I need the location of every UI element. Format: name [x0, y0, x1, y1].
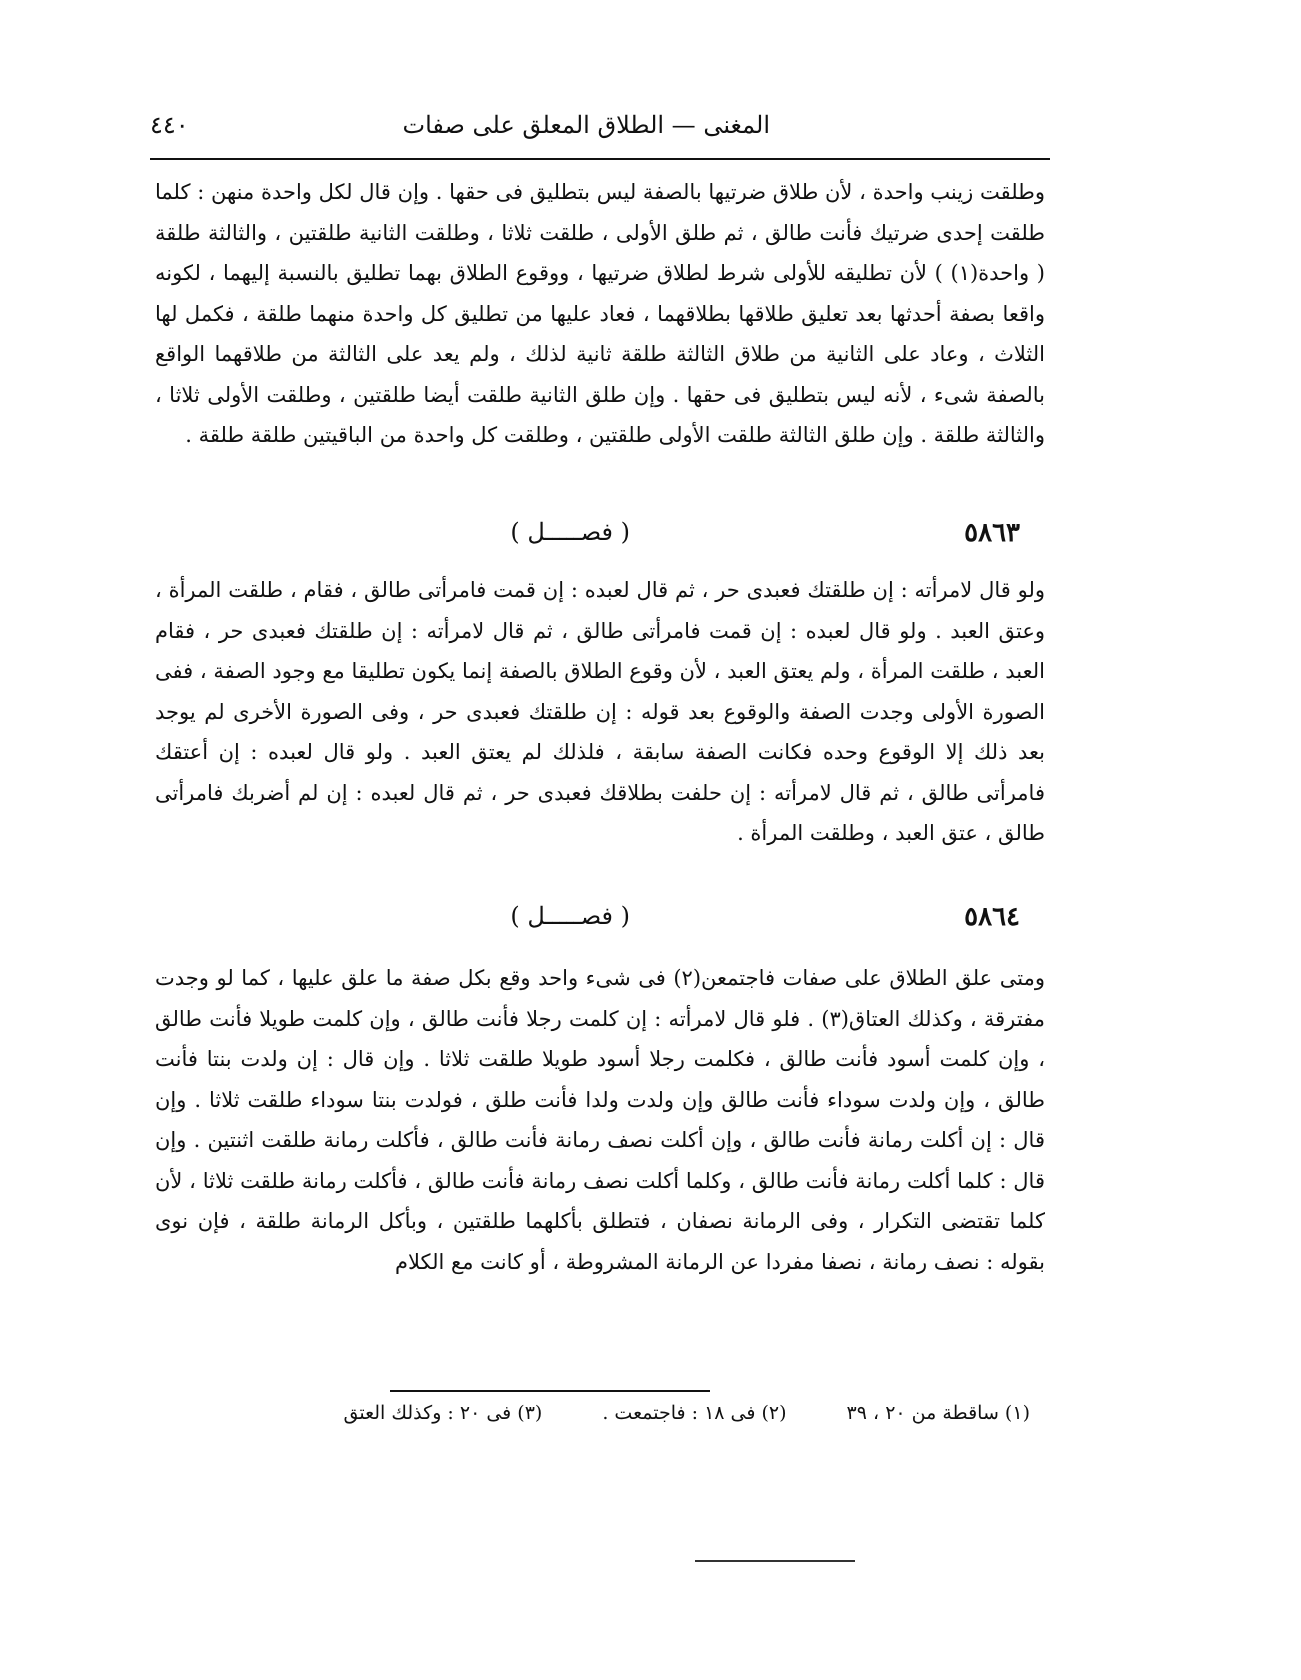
footnote-1: (١) ساقطة من ٢٠ ، ٣٩ [846, 1402, 1030, 1424]
footnote-divider [390, 1390, 710, 1392]
footnote-2: (٢) فى ١٨ : فاجتمعت . [602, 1402, 787, 1424]
bottom-divider [695, 1560, 855, 1562]
running-title: المغنى — الطلاق المعلق على صفات [402, 111, 770, 139]
section-label: ( فصـــــل ) [510, 902, 630, 930]
page-number: ٤٤٠ [150, 111, 189, 139]
paragraph-3: ومتى علق الطلاق على صفات فاجتمعن(٢) فى شىء واحد وقع بكل صفة ما علق عليها ، كما لو وجدت مفترقة ، وكذلك العتاق(٣) . فلو قال لامرأته : إن كلمت رجلا فأنت طالق ، وإن كلمت طويلا فأنت طالق ، وإن كلمت أسود فأنت طالق ، فكلمت رجلا أسود طويلا طلقت ثلاثا . وإن قال : إن ولدت بنتا فأنت طالق ، وإن ولدت سوداء فأنت طالق وإن ولدت ولدا فأنت طلق ، فولدت بنتا سوداء طلقت ثلاثا . وإن قال : إن أكلت رمانة فأنت طالق ، وإن أكلت نصف رمانة فأنت طالق ، فأكلت رمانة طلقت اثنتين . وإن قال : كلما أكلت رمانة فأنت طالق ، وكلما أكلت نصف رمانة فأنت طالق ، فأكلت رمانة طلقت ثلاثا ، لأن كلما تقتضى التكرار ، وفى الرمانة نصفان ، فتطلق بأكلهما طلقتين ، وبأكل الرمانة طلقة ، فإن نوى بقوله : نصف رمانة ، نصفا مفردا عن الرمانة المشروطة ، أو كانت مع الكلام [155, 966, 1046, 1274]
section-heading-5864 [150, 902, 1050, 946]
section-heading-5863 [150, 518, 1050, 562]
page-header [150, 100, 1050, 150]
footnote-3: (٣) فى ٢٠ : وكذلك العتق [343, 1402, 543, 1424]
section-number: ٥٨٦٣ [964, 518, 1020, 548]
paragraph-1: وطلقت زينب واحدة ، لأن طلاق ضرتيها بالصفة ليس بتطليق فى حقها . وإن قال لكل واحدة منهن : كلما طلقت إحدى ضرتيك فأنت طالق ، ثم طلق الأولى ، طلقت ثلاثا ، وطلقت الثانية طلقتين ، والثالثة طلقة ( واحدة(١) ) لأن تطليقه للأولى شرط لطلاق ضرتيها ، ووقوع الطلاق بهما تطليق بالنسبة إليهما ، لكونه واقعا بصفة أحدثها بعد تعليق طلاقها بطلاقهما ، فعاد عليها من تطليق كل واحدة منهما طلقة ، فكمل لها الثلاث ، وعاد على الثانية من طلاق الثالثة طلقة ثانية لذلك ، ولم يعد على الثالثة من طلاقهما الواقع بالصفة شىء ، لأنه ليس بتطليق فى حقها . وإن طلق الثانية طلقت أيضا طلقتين ، وطلقت الأولى ثلاثا ، والثالثة طلقة . وإن طلق الثالثة طلقت الأولى طلقتين ، وطلقت كل واحدة من الباقيتين طلقة طلقة . [155, 180, 1045, 447]
header-divider [150, 158, 1050, 160]
footnotes [190, 1402, 1030, 1438]
section-label: ( فصـــــل ) [510, 518, 630, 546]
paragraph-2: ولو قال لامرأته : إن طلقتك فعبدى حر ، ثم قال لعبده : إن قمت فامرأتى طالق ، فقام ، طلقت المرأة ، وعتق العبد . ولو قال لعبده : إن قمت فامرأتى طالق ، ثم قال لامرأته : إن طلقتك فعبدى حر ، فقام العبد ، طلقت المرأة ، ولم يعتق العبد ، لأن وقوع الطلاق بالصفة إنما يكون تطليقا مع وجود الصفة ، ففى الصورة الأولى وجدت الصفة والوقوع بعد قوله : إن طلقتك فعبدى حر ، وفى الصورة الأخرى لم يوجد بعد ذلك إلا الوقوع وحده فكانت الصفة سابقة ، فلذلك لم يعتق العبد . ولو قال لعبده : إن أعتقك فامرأتى طالق ، ثم قال لامرأته : إن حلفت بطلاقك فعبدى حر ، ثم قال لعبده : إن لم أضربك فامرأتى طالق ، عتق العبد ، وطلقت المرأة . [155, 578, 1045, 845]
section-number: ٥٨٦٤ [964, 902, 1020, 932]
